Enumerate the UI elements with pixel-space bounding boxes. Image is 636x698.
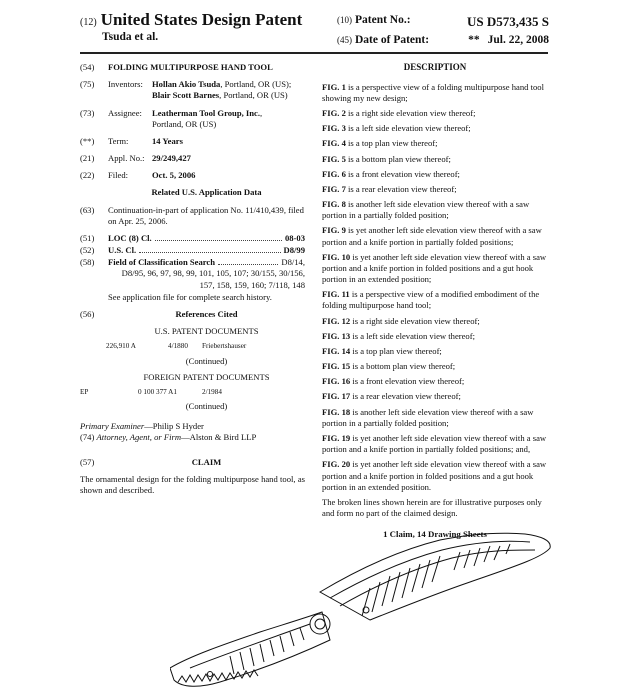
figure-number: FIG. 20 <box>322 459 351 470</box>
figure-text: is a top plan view thereof; <box>350 345 442 356</box>
figure-number: FIG. 6 <box>322 168 346 179</box>
patent-header-right <box>337 14 549 46</box>
tool-line-art <box>170 533 550 686</box>
description-heading: DESCRIPTION <box>403 62 467 72</box>
figure-text: is a perspective view of a folding multipurpose hand tool showing my new design; <box>322 81 544 103</box>
term-stars: ** <box>468 34 480 46</box>
primary-examiner: Primary Examiner—Philip S Hyder <box>80 420 204 431</box>
figure-number: FIG. 8 <box>322 199 346 210</box>
figure-number: FIG. 7 <box>322 183 346 194</box>
figure-description <box>322 184 548 195</box>
assignee-entry: (73) Assignee: Leatherman Tool Group, Inc., Portland, OR (US) <box>80 107 263 129</box>
figure-number: FIG. 3 <box>322 123 346 134</box>
claims-sheets-line: 1 Claim, 14 Drawing Sheets <box>383 529 487 540</box>
figure-description <box>322 459 548 493</box>
field-search-entry: (58) Field of Classification Search D8/14, D8/95, 96, 97, 98, 99, 101, 105, 107; 30/155, 30/156, 157, 158, 159, 160; 7/118, 148 <box>80 257 305 290</box>
figure-description <box>322 123 548 134</box>
figure-number: FIG. 11 <box>322 289 350 300</box>
figure-description <box>322 108 548 119</box>
figure-description <box>322 225 548 247</box>
invention-title: FOLDING MULTIPURPOSE HAND TOOL <box>108 62 273 72</box>
figure-text: is yet another left side elevation view thereof with a saw portion and a knife portion in folded positions and a gut hook portion in an extended position; <box>322 251 547 285</box>
figure-number: FIG. 17 <box>322 391 351 402</box>
attorney-line: (74) Attorney, Agent, or Firm—Alston & Bird LLP <box>80 431 257 442</box>
figure-description <box>322 346 548 357</box>
patent-no-label: Patent No.: <box>355 14 411 26</box>
code-10: (10) <box>337 15 352 25</box>
figure-text: is a bottom plan view thereof; <box>350 361 456 372</box>
figure-description <box>322 154 548 165</box>
inventor-1-name: Hollan Akio Tsuda <box>152 79 221 90</box>
us-docs-heading: U.S. PATENT DOCUMENTS <box>154 326 259 337</box>
figure-number: FIG. 5 <box>322 153 346 164</box>
figure-description <box>322 361 548 372</box>
inventor-2-name: Blair Scott Barnes <box>152 90 220 101</box>
right-column <box>322 62 548 541</box>
foreign-ref-row: EP 0 100 377 A1 2/1984 <box>80 387 222 396</box>
continuation-entry: (63) Continuation-in-part of application No. 11/410,439, filed on Apr. 25, 2006. <box>80 204 304 226</box>
figure-text: is another left side elevation view thereof with a saw portion in a partially folded position; <box>322 199 530 221</box>
figure-description <box>322 289 548 311</box>
loc-entry: (51) LOC (8) Cl. 08-03 <box>80 232 305 243</box>
figure-description <box>322 316 548 327</box>
figure-description <box>322 433 548 455</box>
claim-text: The ornamental design for the folding multipurpose hand tool, as shown and described. <box>80 474 305 496</box>
figure-description <box>322 199 548 221</box>
figure-text: is a rear elevation view thereof; <box>345 183 457 194</box>
figure-description <box>322 138 548 149</box>
figure-number: FIG. 19 <box>322 432 351 443</box>
tool-drawing <box>170 528 570 698</box>
patent-number: US D573,435 S <box>467 14 549 29</box>
figure-text: is a front elevation view thereof; <box>345 168 460 179</box>
term-entry: (**) Term: 14 Years <box>80 135 183 146</box>
broken-lines-note: The broken lines shown herein are for illustrative purposes only and form no part of the claimed design. <box>322 496 542 519</box>
figure-text: is a right side elevation view thereof; <box>350 315 480 326</box>
inventors-entry: (75) Inventors: Hollan Akio Tsuda, Portland, OR (US); Blair Scott Barnes, Portland, OR (US) <box>80 79 292 101</box>
figure-number: FIG. 12 <box>322 315 351 326</box>
figure-number: FIG. 13 <box>322 330 351 341</box>
patent-date: Jul. 22, 2008 <box>487 34 549 46</box>
figure-text: is a perspective view of a modified embodiment of the folding multipurpose hand tool; <box>322 289 540 311</box>
figure-text: is yet another left side elevation view thereof with a saw portion and a knife portion in partially folded positions; and, <box>322 432 547 455</box>
figure-number: FIG. 14 <box>322 345 351 356</box>
claim-heading-row: (57) CLAIM <box>80 457 305 468</box>
figure-text: is a top plan view thereof; <box>345 138 438 149</box>
assignee-name: Leatherman Tool Group, Inc. <box>152 107 260 118</box>
continued-1: (Continued) <box>185 355 228 366</box>
figure-number: FIG. 1 <box>322 81 346 92</box>
refs-entry: (56) References Cited <box>80 308 238 319</box>
code-45: (45) <box>337 35 352 45</box>
figure-number: FIG. 10 <box>322 251 351 262</box>
figure-text: is a rear elevation view thereof; <box>350 391 461 402</box>
code-12: (12) <box>80 17 97 28</box>
figure-text: is a left side elevation view thereof; <box>350 330 475 341</box>
figure-description <box>322 252 548 286</box>
date-label: Date of Patent: <box>355 34 430 46</box>
figure-description <box>322 82 548 104</box>
continued-2: (Continued) <box>185 401 228 412</box>
related-data-heading: Related U.S. Application Data <box>151 187 262 198</box>
foreign-docs-heading: FOREIGN PATENT DOCUMENTS <box>143 371 270 382</box>
figure-text: is yet another left side elevation view thereof with a saw portion and a knife portion in partially folded positions; <box>322 225 542 247</box>
left-column <box>80 62 305 496</box>
us-ref-row: 226,910 A 4/1880 Friebertshauser <box>106 342 247 351</box>
figure-text: is another left side elevation view thereof with a saw portion in a partially folded position; <box>322 406 534 428</box>
figure-number: FIG. 2 <box>322 108 346 119</box>
field-note-entry: See application file for complete search history. <box>108 291 272 302</box>
filed-entry: (22) Filed: Oct. 5, 2006 <box>80 170 196 181</box>
figure-description <box>322 391 548 402</box>
figure-text: is a front elevation view thereof; <box>350 376 465 387</box>
figure-text: is a left side elevation view thereof; <box>345 123 471 134</box>
patent-type-title: United States Design Patent <box>100 10 303 29</box>
uscl-entry: (52) U.S. Cl. D8/99 <box>80 245 305 256</box>
inventor-short: Tsuda et al. <box>102 31 159 43</box>
figure-text: is yet another left side elevation view thereof with a saw portion and a knife portion in folded positions and a gut hook portion in an extended position. <box>322 459 547 492</box>
appl-entry: (21) Appl. No.: 29/249,427 <box>80 153 191 164</box>
claim-heading: CLAIM <box>191 456 222 467</box>
title-entry: (54) FOLDING MULTIPURPOSE HAND TOOL <box>80 62 305 73</box>
figure-description <box>322 407 548 429</box>
figure-number: FIG. 18 <box>322 406 351 417</box>
figure-number: FIG. 4 <box>322 138 346 149</box>
figure-number: FIG. 16 <box>322 376 351 387</box>
figure-text: is a right side elevation view thereof; <box>345 108 476 119</box>
patent-header-left <box>80 10 302 43</box>
figure-list <box>322 82 548 493</box>
figure-description <box>322 331 548 342</box>
figure-description <box>322 376 548 387</box>
figure-description <box>322 169 548 180</box>
figure-number: FIG. 15 <box>322 361 351 372</box>
header-rule <box>80 52 548 54</box>
figure-text: is a bottom plan view thereof; <box>345 153 451 164</box>
figure-number: FIG. 9 <box>322 225 346 236</box>
